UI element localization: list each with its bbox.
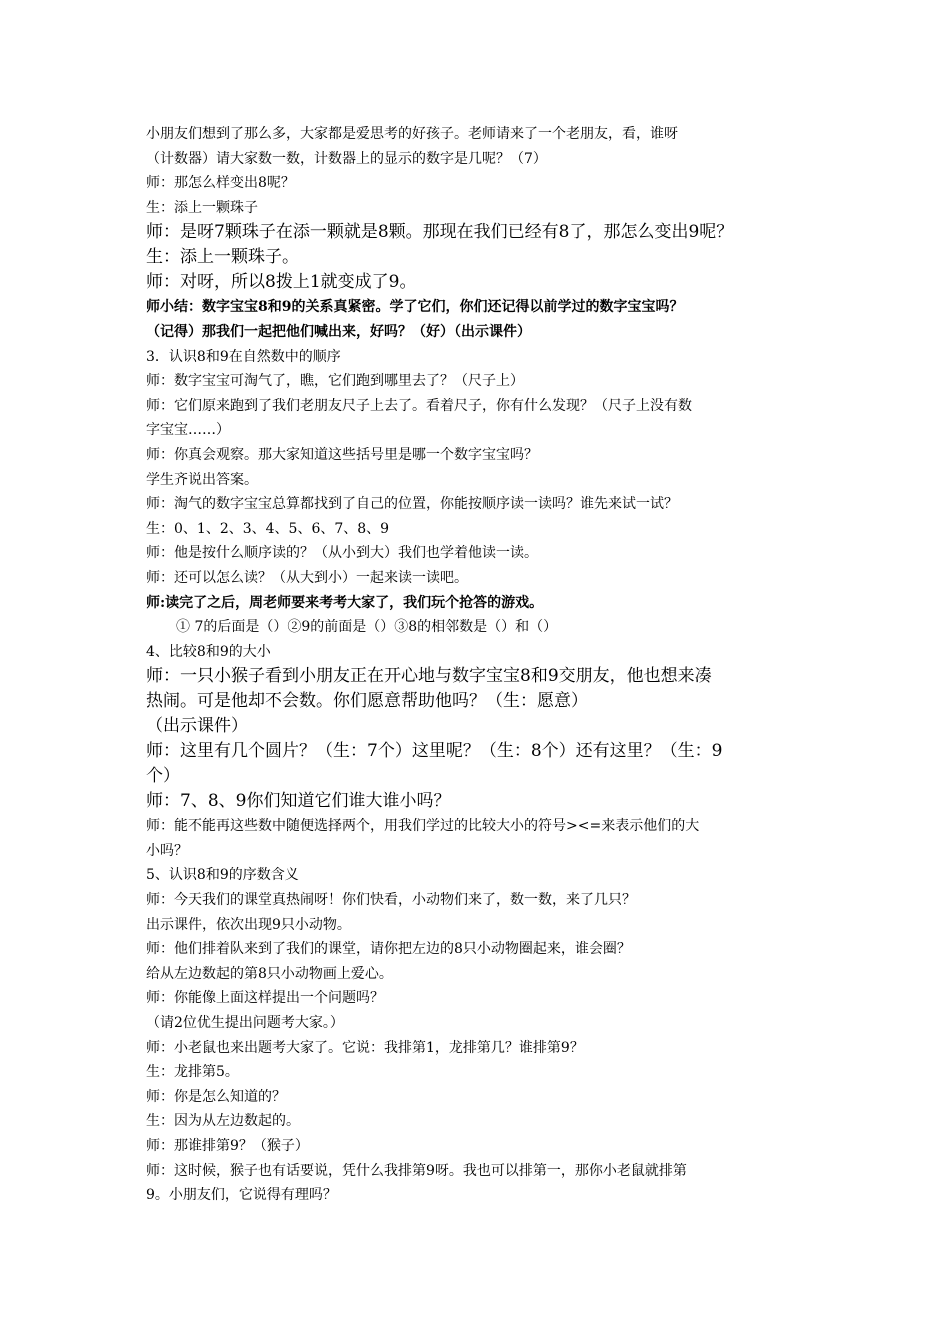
text-line: 师：7、8、9你们知道它们谁大谁小吗？	[146, 791, 451, 812]
text-line: 师：这时候，猴子也有话要说，凭什么我排第9呀。我也可以排第一，那你小老鼠就排第	[146, 1162, 687, 1179]
text-line: 个）	[146, 766, 180, 787]
text-line: 师：数字宝宝可淘气了，瞧，它们跑到哪里去了？（尺子上）	[146, 373, 524, 390]
text-line: 5、认识8和9的序数含义	[146, 867, 299, 884]
text-line: 师：淘气的数字宝宝总算都找到了自己的位置，你能按顺序读一读吗？谁先来试一试？	[146, 496, 678, 513]
text-line: 3．认识8和9在自然数中的顺序	[146, 348, 341, 365]
text-line: 小吗？	[146, 842, 188, 859]
text-line: 师：是呀7颗珠子在添一颗就是8颗。那现在我们已经有8了，那怎么变出9呢？	[146, 222, 734, 243]
text-line: 师：这里有几个圆片？（生：7个）这里呢？（生：8个）还有这里？（生：9	[146, 741, 723, 762]
text-line: 学生齐说出答案。	[146, 471, 258, 488]
text-line: ① 7的后面是（）②9的前面是（）③8的相邻数是（）和（）	[176, 619, 558, 636]
text-line: 热闹。可是他却不会数。你们愿意帮助他吗？（生：愿意）	[146, 691, 588, 712]
text-line: 师:读完了之后，周老师要来考考大家了，我们玩个抢答的游戏。	[146, 594, 544, 611]
text-line: 生：因为从左边数起的。	[146, 1113, 300, 1130]
document-page	[146, 122, 810, 1208]
text-line: 师：一只小猴子看到小朋友正在开心地与数字宝宝8和9交朋友，他也想来凑	[146, 666, 712, 687]
text-line: 生：龙排第5。	[146, 1064, 239, 1081]
text-line: 师：他是按什么顺序读的？（从小到大）我们也学着他读一读。	[146, 545, 538, 562]
text-line: （计数器）请大家数一数，计数器上的显示的数字是几呢？（7）	[146, 150, 547, 167]
text-line: 字宝宝……）	[146, 422, 230, 439]
text-line: （记得）那我们一起把他们喊出来，好吗？（好）（出示课件）	[146, 323, 531, 340]
text-line: 给从左边数起的第8只小动物画上爱心。	[146, 965, 393, 982]
text-line: 师：那谁排第9？（猴子）	[146, 1138, 309, 1154]
text-line: 师：你是怎么知道的？	[146, 1088, 286, 1105]
text-line: 出示课件，依次出现9只小动物。	[146, 916, 351, 933]
text-line: 生：0、1、2、3、4、5、6、7、8、9	[146, 520, 390, 537]
text-line: 9。小朋友们，它说得有理吗？	[146, 1187, 337, 1204]
text-line: 生：添上一颗珠子	[146, 199, 258, 216]
text-line: 师：它们原来跑到了我们老朋友尺子上去了。看着尺子，你有什么发现？（尺子上没有数	[146, 397, 692, 414]
text-line: 师小结：数字宝宝8和9的关系真紧密。学了它们，你们还记得以前学过的数字宝宝吗？	[146, 299, 684, 316]
text-line: 4、比较8和9的大小	[146, 643, 271, 660]
text-line: 生：添上一颗珠子。	[146, 247, 299, 268]
text-line: 师：今天我们的课堂真热闹呀！你们快看，小动物们来了，数一数，来了几只？	[146, 892, 636, 909]
text-line: 师：还可以怎么读？（从大到小）一起来读一读吧。	[146, 569, 468, 586]
text-line: 小朋友们想到了那么多，大家都是爱思考的好孩子。老师请来了一个老朋友，看，谁呀	[146, 126, 678, 142]
text-line: （出示课件）	[146, 716, 248, 737]
text-line: 师：对呀，所以8拨上1就变成了9。	[146, 272, 417, 293]
text-line: 师：你真会观察。那大家知道这些括号里是哪一个数字宝宝吗？	[146, 446, 538, 463]
text-line: 师：能不能再这些数中随便选择两个，用我们学过的比较大小的符号><=来表示他们的大	[146, 818, 700, 835]
text-line: 师：那怎么样变出8呢？	[146, 175, 295, 192]
text-line: 师：他们排着队来到了我们的课堂，请你把左边的8只小动物圈起来，谁会圈？	[146, 941, 631, 958]
text-line: （请2位优生提出问题考大家。）	[146, 1015, 344, 1032]
text-line: 师：小老鼠也来出题考大家了。它说：我排第1，龙排第几？谁排第9？	[146, 1039, 584, 1056]
text-line: 师：你能像上面这样提出一个问题吗？	[146, 990, 384, 1007]
